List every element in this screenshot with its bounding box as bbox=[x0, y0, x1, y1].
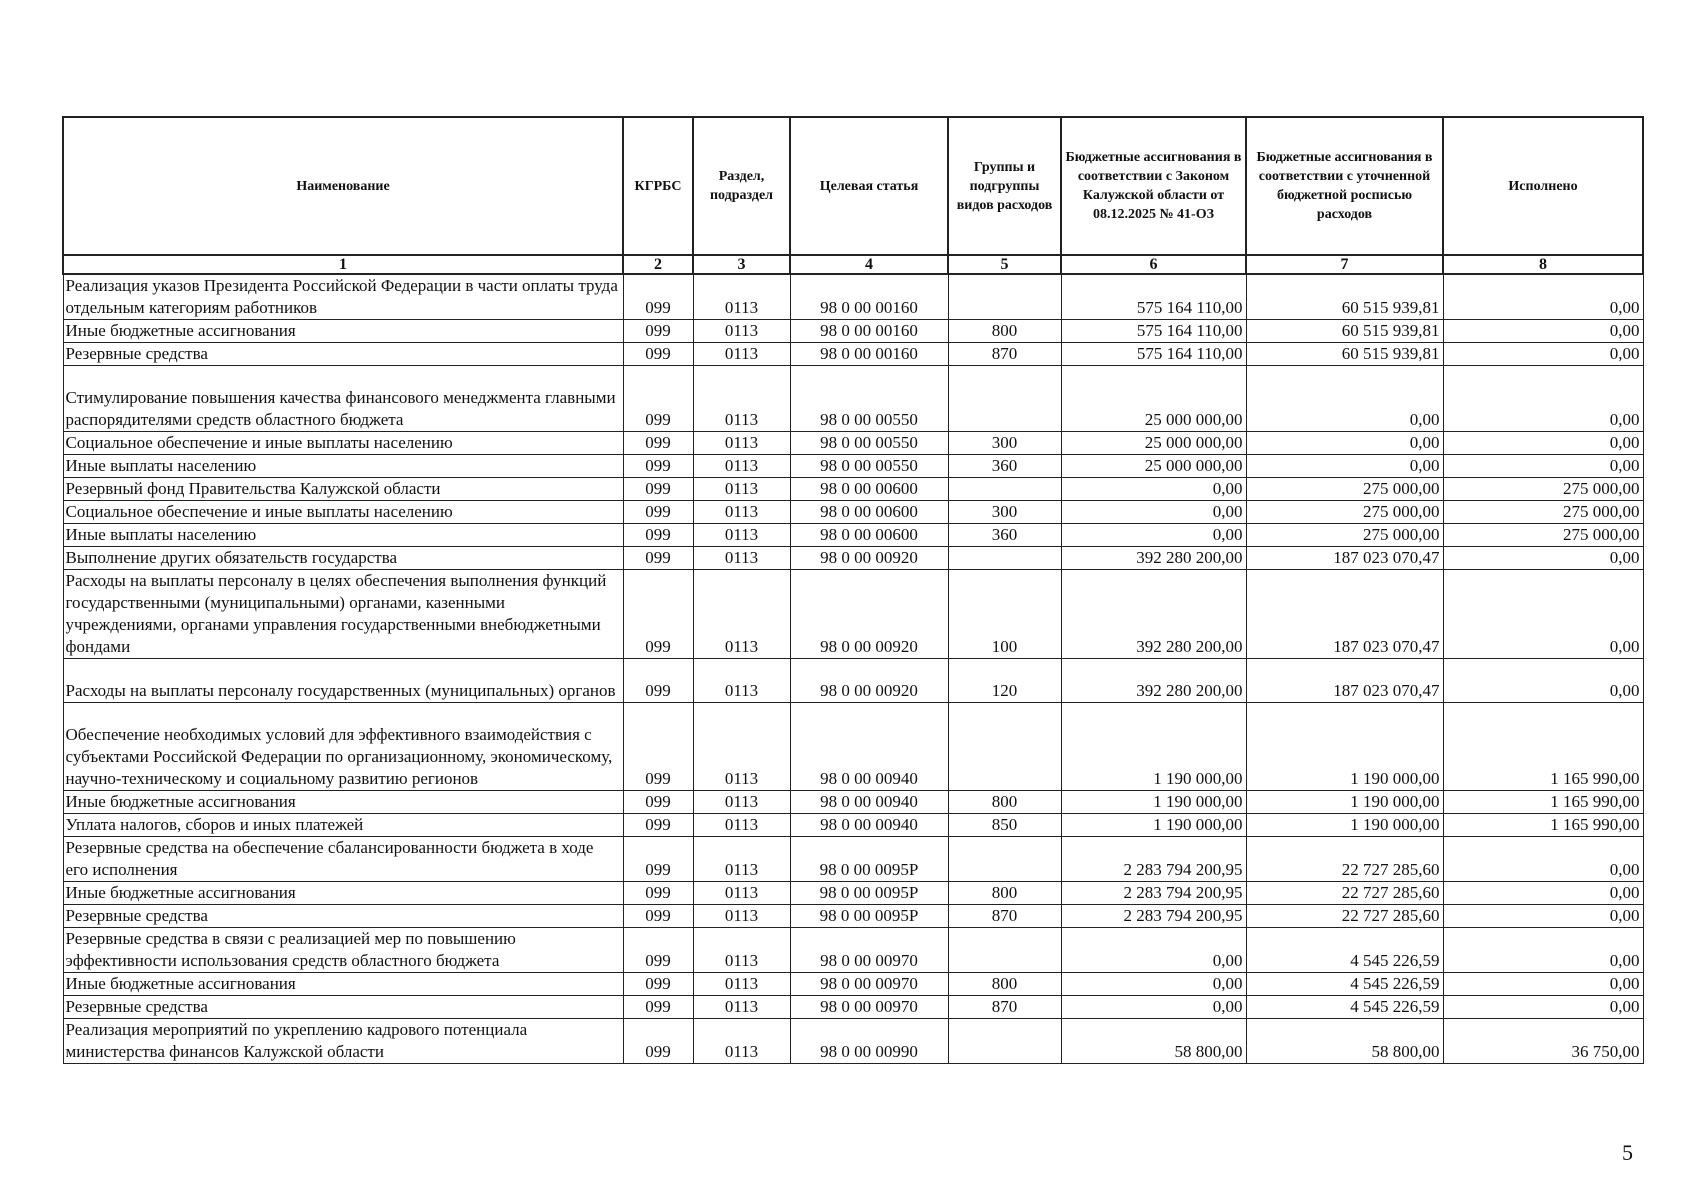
row-section: 0113 bbox=[693, 905, 790, 928]
row-name: Иные бюджетные ассигнования bbox=[63, 791, 623, 814]
header-kgrbs: КГРБС bbox=[623, 117, 693, 255]
row-executed: 0,00 bbox=[1443, 837, 1643, 882]
row-law-allocation: 2 283 794 200,95 bbox=[1061, 837, 1246, 882]
row-group: 800 bbox=[948, 973, 1061, 996]
row-law-allocation: 25 000 000,00 bbox=[1061, 432, 1246, 455]
header-section: Раздел, подраздел bbox=[693, 117, 790, 255]
row-group: 870 bbox=[948, 996, 1061, 1019]
row-refined-allocation: 275 000,00 bbox=[1246, 478, 1443, 501]
row-kgrbs: 099 bbox=[623, 501, 693, 524]
row-refined-allocation: 0,00 bbox=[1246, 366, 1443, 432]
row-group: 300 bbox=[948, 432, 1061, 455]
row-target: 98 0 00 00160 bbox=[790, 320, 948, 343]
row-section: 0113 bbox=[693, 320, 790, 343]
row-law-allocation: 2 283 794 200,95 bbox=[1061, 882, 1246, 905]
row-group: 360 bbox=[948, 455, 1061, 478]
row-executed: 275 000,00 bbox=[1443, 524, 1643, 547]
row-law-allocation: 392 280 200,00 bbox=[1061, 547, 1246, 570]
row-name: Иные бюджетные ассигнования bbox=[63, 973, 623, 996]
row-kgrbs: 099 bbox=[623, 343, 693, 366]
row-name: Иные выплаты населению bbox=[63, 524, 623, 547]
row-name: Иные бюджетные ассигнования bbox=[63, 320, 623, 343]
row-group: 870 bbox=[948, 343, 1061, 366]
row-refined-allocation: 275 000,00 bbox=[1246, 524, 1443, 547]
row-law-allocation: 0,00 bbox=[1061, 524, 1246, 547]
header-target: Целевая статья bbox=[790, 117, 948, 255]
row-target: 98 0 00 00920 bbox=[790, 659, 948, 703]
row-refined-allocation: 60 515 939,81 bbox=[1246, 274, 1443, 320]
row-executed: 0,00 bbox=[1443, 320, 1643, 343]
row-section: 0113 bbox=[693, 547, 790, 570]
row-kgrbs: 099 bbox=[623, 837, 693, 882]
row-refined-allocation: 22 727 285,60 bbox=[1246, 905, 1443, 928]
row-group bbox=[948, 837, 1061, 882]
row-kgrbs: 099 bbox=[623, 366, 693, 432]
row-section: 0113 bbox=[693, 570, 790, 659]
table-body bbox=[63, 274, 1643, 1064]
row-kgrbs: 099 bbox=[623, 524, 693, 547]
row-group bbox=[948, 366, 1061, 432]
row-kgrbs: 099 bbox=[623, 905, 693, 928]
row-refined-allocation: 187 023 070,47 bbox=[1246, 659, 1443, 703]
header-law-allocation: Бюджетные ассигнования в соответствии с Законом Калужской области от 08.12.2025 № 41-ОЗ bbox=[1061, 117, 1246, 255]
row-kgrbs: 099 bbox=[623, 274, 693, 320]
row-executed: 1 165 990,00 bbox=[1443, 814, 1643, 837]
row-section: 0113 bbox=[693, 1019, 790, 1064]
row-group bbox=[948, 274, 1061, 320]
row-refined-allocation: 4 545 226,59 bbox=[1246, 996, 1443, 1019]
table-row bbox=[63, 928, 1643, 973]
row-law-allocation: 392 280 200,00 bbox=[1061, 659, 1246, 703]
row-refined-allocation: 22 727 285,60 bbox=[1246, 837, 1443, 882]
row-target: 98 0 00 0095Р bbox=[790, 837, 948, 882]
table-row bbox=[63, 659, 1643, 703]
row-name: Резервный фонд Правительства Калужской области bbox=[63, 478, 623, 501]
row-name: Иные выплаты населению bbox=[63, 455, 623, 478]
row-name: Реализация мероприятий по укреплению кадрового потенциала министерства финансов Калужской области bbox=[63, 1019, 623, 1064]
table-row bbox=[63, 455, 1643, 478]
row-name: Иные бюджетные ассигнования bbox=[63, 882, 623, 905]
row-refined-allocation: 187 023 070,47 bbox=[1246, 570, 1443, 659]
row-law-allocation: 575 164 110,00 bbox=[1061, 343, 1246, 366]
table-row bbox=[63, 274, 1643, 320]
row-target: 98 0 00 00970 bbox=[790, 973, 948, 996]
page-number: 5 bbox=[1622, 1140, 1633, 1165]
row-target: 98 0 00 0095Р bbox=[790, 905, 948, 928]
row-executed: 1 165 990,00 bbox=[1443, 703, 1643, 791]
row-name: Уплата налогов, сборов и иных платежей bbox=[63, 814, 623, 837]
row-executed: 0,00 bbox=[1443, 455, 1643, 478]
header-refined-allocation: Бюджетные ассигнования в соответствии с уточненной бюджетной росписью расходов bbox=[1246, 117, 1443, 255]
row-law-allocation: 1 190 000,00 bbox=[1061, 703, 1246, 791]
row-group: 870 bbox=[948, 905, 1061, 928]
row-name: Социальное обеспечение и иные выплаты населению bbox=[63, 501, 623, 524]
row-name: Резервные средства bbox=[63, 343, 623, 366]
row-group bbox=[948, 547, 1061, 570]
row-name: Реализация указов Президента Российской Федерации в части оплаты труда отдельным категориям работников bbox=[63, 274, 623, 320]
row-name: Резервные средства в связи с реализацией мер по повышению эффективности использования средств областного бюджета bbox=[63, 928, 623, 973]
table-row bbox=[63, 547, 1643, 570]
row-law-allocation: 0,00 bbox=[1061, 996, 1246, 1019]
row-executed: 275 000,00 bbox=[1443, 478, 1643, 501]
table-row bbox=[63, 1019, 1643, 1064]
row-section: 0113 bbox=[693, 659, 790, 703]
row-law-allocation: 2 283 794 200,95 bbox=[1061, 905, 1246, 928]
table-row bbox=[63, 837, 1643, 882]
row-target: 98 0 00 00550 bbox=[790, 432, 948, 455]
row-kgrbs: 099 bbox=[623, 455, 693, 478]
row-executed: 0,00 bbox=[1443, 659, 1643, 703]
row-section: 0113 bbox=[693, 343, 790, 366]
row-group: 800 bbox=[948, 791, 1061, 814]
row-executed: 0,00 bbox=[1443, 343, 1643, 366]
row-kgrbs: 099 bbox=[623, 432, 693, 455]
row-refined-allocation: 22 727 285,60 bbox=[1246, 882, 1443, 905]
table-row bbox=[63, 973, 1643, 996]
row-executed: 0,00 bbox=[1443, 928, 1643, 973]
row-name: Резервные средства bbox=[63, 996, 623, 1019]
row-name: Резервные средства bbox=[63, 905, 623, 928]
row-kgrbs: 099 bbox=[623, 791, 693, 814]
row-refined-allocation: 60 515 939,81 bbox=[1246, 343, 1443, 366]
row-law-allocation: 1 190 000,00 bbox=[1061, 814, 1246, 837]
table-row bbox=[63, 882, 1643, 905]
row-target: 98 0 00 00600 bbox=[790, 501, 948, 524]
column-number: 4 bbox=[790, 255, 948, 274]
row-name: Расходы на выплаты персоналу в целях обеспечения выполнения функций государственными (муниципальными) органами, казенными учреждениями, органами управления государственными внебюджетными фондами bbox=[63, 570, 623, 659]
row-refined-allocation: 1 190 000,00 bbox=[1246, 703, 1443, 791]
table-row bbox=[63, 905, 1643, 928]
row-refined-allocation: 0,00 bbox=[1246, 455, 1443, 478]
row-target: 98 0 00 00160 bbox=[790, 343, 948, 366]
budget-table bbox=[62, 116, 1644, 1064]
row-target: 98 0 00 00970 bbox=[790, 928, 948, 973]
row-target: 98 0 00 00600 bbox=[790, 478, 948, 501]
row-refined-allocation: 60 515 939,81 bbox=[1246, 320, 1443, 343]
row-refined-allocation: 1 190 000,00 bbox=[1246, 814, 1443, 837]
row-law-allocation: 25 000 000,00 bbox=[1061, 455, 1246, 478]
row-section: 0113 bbox=[693, 837, 790, 882]
row-target: 98 0 00 00600 bbox=[790, 524, 948, 547]
column-number: 8 bbox=[1443, 255, 1643, 274]
row-kgrbs: 099 bbox=[623, 996, 693, 1019]
table-row bbox=[63, 366, 1643, 432]
row-kgrbs: 099 bbox=[623, 478, 693, 501]
row-refined-allocation: 4 545 226,59 bbox=[1246, 928, 1443, 973]
row-section: 0113 bbox=[693, 973, 790, 996]
row-name: Резервные средства на обеспечение сбалансированности бюджета в ходе его исполнения bbox=[63, 837, 623, 882]
row-target: 98 0 00 0095Р bbox=[790, 882, 948, 905]
row-group bbox=[948, 928, 1061, 973]
column-number: 2 bbox=[623, 255, 693, 274]
row-executed: 0,00 bbox=[1443, 547, 1643, 570]
row-section: 0113 bbox=[693, 882, 790, 905]
row-target: 98 0 00 00160 bbox=[790, 274, 948, 320]
row-law-allocation: 0,00 bbox=[1061, 928, 1246, 973]
row-kgrbs: 099 bbox=[623, 659, 693, 703]
table-row bbox=[63, 478, 1643, 501]
row-law-allocation: 0,00 bbox=[1061, 501, 1246, 524]
header-executed: Исполнено bbox=[1443, 117, 1643, 255]
row-target: 98 0 00 00550 bbox=[790, 366, 948, 432]
row-section: 0113 bbox=[693, 501, 790, 524]
row-executed: 0,00 bbox=[1443, 274, 1643, 320]
row-target: 98 0 00 00990 bbox=[790, 1019, 948, 1064]
column-number: 6 bbox=[1061, 255, 1246, 274]
row-executed: 0,00 bbox=[1443, 996, 1643, 1019]
row-section: 0113 bbox=[693, 366, 790, 432]
header-group: Группы и подгруппы видов расходов bbox=[948, 117, 1061, 255]
row-section: 0113 bbox=[693, 478, 790, 501]
row-section: 0113 bbox=[693, 274, 790, 320]
row-law-allocation: 1 190 000,00 bbox=[1061, 791, 1246, 814]
row-refined-allocation: 4 545 226,59 bbox=[1246, 973, 1443, 996]
row-target: 98 0 00 00550 bbox=[790, 455, 948, 478]
row-section: 0113 bbox=[693, 791, 790, 814]
table-row bbox=[63, 524, 1643, 547]
row-kgrbs: 099 bbox=[623, 320, 693, 343]
row-target: 98 0 00 00920 bbox=[790, 547, 948, 570]
row-name: Стимулирование повышения качества финансового менеджмента главными распорядителями средств областного бюджета bbox=[63, 366, 623, 432]
row-group bbox=[948, 478, 1061, 501]
row-executed: 0,00 bbox=[1443, 905, 1643, 928]
row-group: 850 bbox=[948, 814, 1061, 837]
header-name: Наименование bbox=[63, 117, 623, 255]
row-executed: 0,00 bbox=[1443, 366, 1643, 432]
row-section: 0113 bbox=[693, 996, 790, 1019]
row-section: 0113 bbox=[693, 455, 790, 478]
row-section: 0113 bbox=[693, 928, 790, 973]
row-law-allocation: 575 164 110,00 bbox=[1061, 274, 1246, 320]
table-row bbox=[63, 343, 1643, 366]
table-row bbox=[63, 791, 1643, 814]
row-executed: 36 750,00 bbox=[1443, 1019, 1643, 1064]
row-executed: 0,00 bbox=[1443, 882, 1643, 905]
row-group: 120 bbox=[948, 659, 1061, 703]
row-kgrbs: 099 bbox=[623, 882, 693, 905]
row-group bbox=[948, 703, 1061, 791]
row-name: Выполнение других обязательств государства bbox=[63, 547, 623, 570]
row-target: 98 0 00 00920 bbox=[790, 570, 948, 659]
row-executed: 275 000,00 bbox=[1443, 501, 1643, 524]
column-number: 1 bbox=[63, 255, 623, 274]
row-group: 800 bbox=[948, 882, 1061, 905]
row-kgrbs: 099 bbox=[623, 570, 693, 659]
row-refined-allocation: 187 023 070,47 bbox=[1246, 547, 1443, 570]
column-number: 7 bbox=[1246, 255, 1443, 274]
column-number: 3 bbox=[693, 255, 790, 274]
row-name: Обеспечение необходимых условий для эффективного взаимодействия с субъектами Российской Федерации по организационному, экономическому, научно-техническому и социальному развитию регионов bbox=[63, 703, 623, 791]
table-row bbox=[63, 996, 1643, 1019]
row-law-allocation: 58 800,00 bbox=[1061, 1019, 1246, 1064]
row-executed: 0,00 bbox=[1443, 973, 1643, 996]
row-section: 0113 bbox=[693, 432, 790, 455]
row-section: 0113 bbox=[693, 814, 790, 837]
row-group: 360 bbox=[948, 524, 1061, 547]
row-kgrbs: 099 bbox=[623, 547, 693, 570]
row-refined-allocation: 1 190 000,00 bbox=[1246, 791, 1443, 814]
row-group: 300 bbox=[948, 501, 1061, 524]
row-kgrbs: 099 bbox=[623, 703, 693, 791]
table-row bbox=[63, 703, 1643, 791]
row-name: Социальное обеспечение и иные выплаты населению bbox=[63, 432, 623, 455]
row-group: 100 bbox=[948, 570, 1061, 659]
row-kgrbs: 099 bbox=[623, 928, 693, 973]
row-target: 98 0 00 00940 bbox=[790, 791, 948, 814]
row-refined-allocation: 275 000,00 bbox=[1246, 501, 1443, 524]
row-name: Расходы на выплаты персоналу государственных (муниципальных) органов bbox=[63, 659, 623, 703]
row-executed: 1 165 990,00 bbox=[1443, 791, 1643, 814]
row-refined-allocation: 0,00 bbox=[1246, 432, 1443, 455]
row-target: 98 0 00 00940 bbox=[790, 814, 948, 837]
row-kgrbs: 099 bbox=[623, 814, 693, 837]
row-law-allocation: 0,00 bbox=[1061, 973, 1246, 996]
header-row bbox=[63, 117, 1643, 255]
row-kgrbs: 099 bbox=[623, 1019, 693, 1064]
row-law-allocation: 25 000 000,00 bbox=[1061, 366, 1246, 432]
row-group bbox=[948, 1019, 1061, 1064]
row-refined-allocation: 58 800,00 bbox=[1246, 1019, 1443, 1064]
table-row bbox=[63, 320, 1643, 343]
row-target: 98 0 00 00970 bbox=[790, 996, 948, 1019]
row-kgrbs: 099 bbox=[623, 973, 693, 996]
row-executed: 0,00 bbox=[1443, 432, 1643, 455]
row-law-allocation: 575 164 110,00 bbox=[1061, 320, 1246, 343]
row-executed: 0,00 bbox=[1443, 570, 1643, 659]
table-row bbox=[63, 501, 1643, 524]
row-section: 0113 bbox=[693, 524, 790, 547]
column-number: 5 bbox=[948, 255, 1061, 274]
row-section: 0113 bbox=[693, 703, 790, 791]
row-law-allocation: 392 280 200,00 bbox=[1061, 570, 1246, 659]
column-number-row bbox=[63, 255, 1643, 274]
table-row bbox=[63, 570, 1643, 659]
table-row bbox=[63, 814, 1643, 837]
row-law-allocation: 0,00 bbox=[1061, 478, 1246, 501]
row-group: 800 bbox=[948, 320, 1061, 343]
row-target: 98 0 00 00940 bbox=[790, 703, 948, 791]
table-row bbox=[63, 432, 1643, 455]
